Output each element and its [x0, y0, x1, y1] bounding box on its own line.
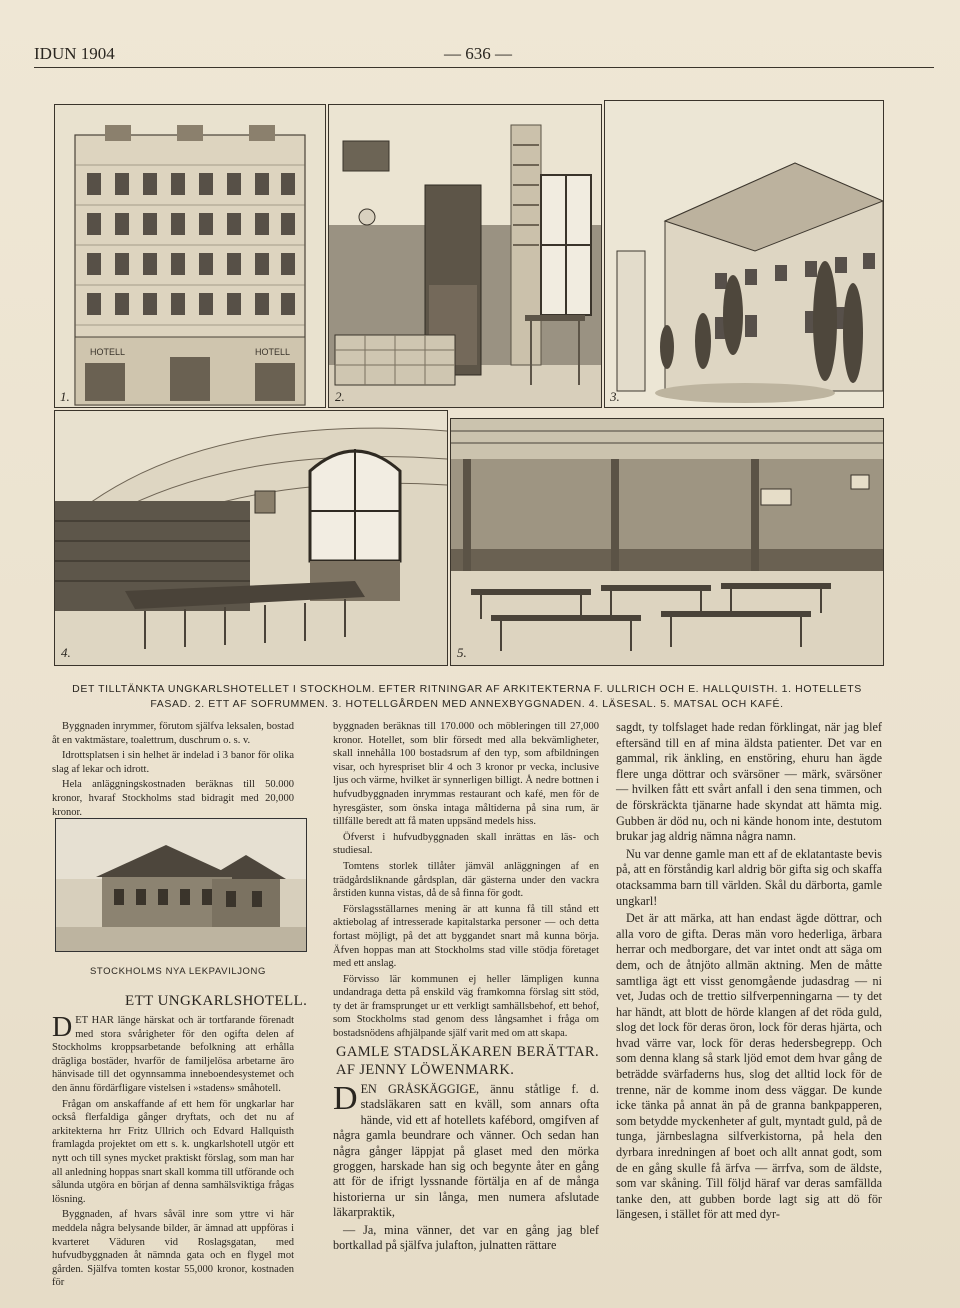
header-rule: [34, 67, 934, 68]
figure-reading-room: [54, 410, 448, 666]
figure-bedroom: [328, 104, 602, 408]
figure-number-2: 2.: [335, 389, 345, 404]
article-2-title: GAMLE STADSLÄKAREN BERÄTTAR.: [336, 1044, 600, 1060]
figure-facade: [54, 104, 326, 408]
article-1-first-paragraph: ET HAR länge härskat och är tortfarande förenadt med stora svårigheter för den ogifta delen af Stockholms kroppsarbetande befolkning att erhålla drägliga bostäder, hvarför de familjelösa arbetarne äro hänvisade till det ogynnsamma inneboendesystemet och den ännu fördärfligare vistelsen i »stadens» småhotell.: [52, 1015, 294, 1094]
bedroom-drawing: [329, 105, 601, 407]
figure-number-3: 3.: [610, 389, 620, 404]
paragraph: Det är att märka, att han endast ägde döttrar, och alla voro de gifta. Deras män voro hederliga, ärbara herrar och medborgare, det var intet ondt att säga om dem, och de åtnjöto allmän aktning. Men de måtte samtliga ägt ett visst genomgående judasdrag — ni vet, Judas och de trettio silfverpenningarna — ty det har händt, att blott de hörde klangen af det röda guld, slog det lock för deras öron, lock för deras hjärta, och hvad värre var, lock för deras hedersbegrepp. Och som denna klang så stark ljöd emot dem hvar gång de beträdde svärfaderns hus, slog det alltid lock för de trenne, när de komme inom dess väggar. De kunde icke tänka på annat än på de granna bankpapperen, som betydde myckenheter af gult, myntadt guld, på de tunga, järnbeslagna silfverkistorna, på hela den dyrbara inredningen af boet och allt annat godt, som de en gång skulle få ärfva — ärrfva, som de äldste, som var skåning. Till följd häraf var deras samfällda tanke den, att gubben borde lagt sig att dö för längesen, i stället för att med dyr-: [616, 911, 882, 1222]
column-2: [333, 720, 599, 1043]
article-2-first-paragraph: EN GRÅSKÄGGIGE, ännu ståtlige f. d. stadsläkaren satt en kväll, som annars ofta hände, vid ett af hotellets kafébord, omgifven af några gamla beundrare och vänner. Och sedan han några gånger läppjat på glaset med den mörka groggen, harskade han sig och begynte åter en gång att för de ifrigt lyssnande förtälja en af de många historierna ur sin långa, men numera afslutade läkarpraktik,: [333, 1082, 599, 1220]
article-2-body: [333, 1082, 599, 1255]
paragraph: Hela anläggningskostnaden beräknas till 50.000 kronor, hvaraf Stockholms stad bidragit med 20,000 kronor.: [52, 779, 294, 818]
magazine-title: IDUN 1904: [34, 44, 115, 63]
paragraph: Förslagsställarnes mening är att kunna få till stånd ett aktiebolag af intresserade kapitalstarka personer — och detta fortast möjligt, på det att byggandet snart må kunna börja. Äfven hoppas man att Stockholms stad ville stödja företaget med ett anslag.: [333, 903, 599, 970]
article-1-body: [52, 1014, 294, 1292]
caption-line-2: FASAD. 2. ETT AF SOFRUMMEN. 3. HOTELLGÅRDEN MED ANNEXBYGGNADEN. 4. LÄSESAL. 5. MATSAL OCH KAFÉ.: [150, 698, 784, 710]
facade-drawing: [55, 105, 325, 407]
paragraph: Tomtens storlek tillåter jämväl anläggningen af en trädgårdsliknande gårdsplan, där gästerna under den vackra årstiden kunna vistas, då de så finna för godt.: [333, 860, 599, 900]
paragraph: byggnaden beräknas till 170.000 och möbleringen till 27,000 kronor. Hotellet, som blir försedt med alla bekvämligheter, skall innehålla 100 bostadsrum af den typ, som afbildningen visar, och hyrespriset blir 4 och 3 kronor pr vecka, inclusive ljus och värme, hvilket är synnerligen billigt. Å nedre bottnen i hufvudbyggnaden inrymmas restaurant och kafé, men för de hyresgäster, som önska intaga måltiderna på sina rum, är tillfälle beredt att få maten uppsänd medels hiss.: [333, 721, 599, 828]
dining-room-drawing: [451, 419, 883, 665]
paragraph: Byggnaden inrymmer, förutom själfva leksalen, bostad åt en vaktmästare, toalettrum, duschrum o. s. v.: [52, 721, 294, 746]
paragraph: Byggnaden, af hvars såväl inre som yttre vi här meddela några belysande bilder, är ämnad att uppföras i kvarteret Väduren vid Roslagsgatan, med hufvudbyggnaden åt nämnda gata och en flygel mot gården. Själfva tomten kostar 55,000 kronor, kostnaden för: [52, 1209, 294, 1289]
paragraph: Förvisso lär kommunen ej heller lämpligen kunna undandraga detta på enskild väg framkomna förslag sitt stöd, ty det är framsprunget ur ett verkligt samhällsbehof, ett behof, som Stockholms stad genom dess långsamhet i fråga om bostadsnödens afhjälpande själf varit med om att skapa.: [333, 973, 599, 1040]
paragraph: Nu var denne gamle man ett af de eklatantaste bevis på, att en förståndig karl aldrig bör gifta sig och skaffa otacksamma barn till världen. Skål du därborta, gamle ungkarl!: [616, 846, 882, 908]
paragraph: — Ja, mina vänner, det var en gång jag blef bortkallad på själfva julafton, julnatten rättare: [333, 1222, 599, 1253]
figure-number-1: 1.: [60, 389, 70, 404]
paragraph: sagdt, ty tolfslaget hade redan förklingat, när jag blef eftersänd till en af mina äldsta patienter. Det var en gammal, rik änkling, en enstöring, ehuru han ägde flere unga döttrar och svärsöner — märk, svärsöner — hvilken fått ett svårt anfall i den sena timmen, och de förskräckta tjänarne hade skyndat att hämta mig. Gubben är död nu, och ni kände honom inte, destutom brukar jag aldrig nämna några namn.: [616, 720, 882, 844]
article-1-title: ETT UNGKARLSHOTELL.: [125, 993, 308, 1009]
column-3: [616, 720, 882, 1225]
dropcap: D: [52, 1012, 73, 1043]
paragraph: Idrottsplatsen i sin helhet är indelad i 3 banor för olika slag af lekar och idrott.: [52, 750, 294, 775]
paragraph: Frågan om anskaffande af ett hem för ungkarlar har också flerfaldiga gånger dryftats, och det nu af arkitekterna hrr Fritz Ullrich och Edvard Hallquisth framlagda projektet om ett s. k. ungkarlshotell utgör ett nytt och till synes mycket praktiskt förslag, som man har all anledning hoppas snart skall komma till utförande och sålunda utgöra en början af denna samhälsviktiga frågas lösning.: [52, 1098, 294, 1205]
column-1-top: [52, 720, 294, 821]
figure-caption: [52, 682, 882, 712]
running-header: [34, 44, 934, 68]
figure-number-5: 5.: [457, 645, 467, 660]
dropcap: D: [333, 1080, 358, 1117]
reading-room-drawing: [55, 411, 447, 665]
facade-sign-right: HOTELL: [255, 347, 291, 357]
caption-line-1: DET TILLTÄNKTA UNGKARLSHOTELLET I STOCKHOLM. EFTER RITNINGAR AF ARKITEKTERNA F. ULLRICH OCH E. HALLQUISTH. 1. HOTELLETS: [72, 683, 862, 695]
figure-number-4: 4.: [61, 645, 71, 660]
paragraph: Öfverst i hufvudbyggnaden skall inrättas en läs- och studiesal.: [333, 831, 599, 857]
pavilion-drawing: [56, 819, 306, 951]
figure-dining-room: [450, 418, 884, 666]
photo-caption: STOCKHOLMS NYA LEKPAVILJONG: [90, 966, 266, 977]
pavilion-photo: [55, 818, 307, 952]
page-number: — 636 —: [444, 44, 512, 63]
article-2-author: AF JENNY LÖWENMARK.: [336, 1062, 515, 1078]
courtyard-drawing: [605, 101, 883, 407]
facade-sign-left: HOTELL: [90, 347, 126, 357]
figure-courtyard: [604, 100, 884, 408]
